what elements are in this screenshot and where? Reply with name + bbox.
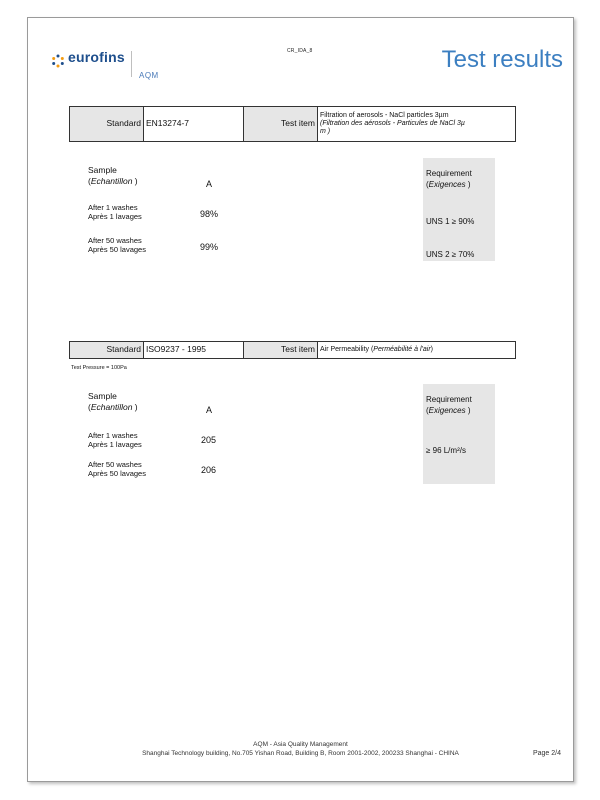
requirement-title: Requirement (Exigences ) (426, 395, 472, 415)
row-label-2a (88, 431, 142, 449)
requirement-sub: Exigences (428, 179, 466, 189)
row-value-1a: 98% (200, 209, 219, 219)
row-en: After 50 washes (88, 460, 142, 469)
row-en: After 1 washes (88, 203, 138, 212)
standard-table-1 (69, 106, 516, 142)
sample-label: Sample (88, 391, 117, 401)
requirement-label: Requirement (426, 395, 472, 404)
row-value-1b: 99% (200, 242, 219, 252)
row-label-1a (88, 203, 142, 221)
test-item-value: Air Permeability (Perméabilité à l'air) (318, 342, 516, 359)
footer-company: AQM - Asia Quality Management (253, 741, 348, 748)
test-item-label: Test item (244, 107, 318, 142)
row-label-2b (88, 460, 146, 478)
standard-value: ISO9237 - 1995 (144, 342, 244, 359)
row-en: After 1 washes (88, 431, 138, 440)
logo-wordmark: eurofins (68, 49, 125, 65)
sample-sub: Echantillon (90, 176, 133, 187)
test-item-line1: Filtration of aerosols - NaCl particles 3µm (320, 112, 449, 120)
standard-value: EN13274-7 (144, 107, 244, 142)
row-fr: Après 1 lavages (88, 212, 142, 221)
requirement-uns2: UNS 2 ≥ 70% (426, 250, 475, 259)
row-label-1b (88, 236, 146, 254)
requirement-box-2 (423, 384, 495, 484)
test-item-label: Test item (244, 342, 318, 359)
sample-sub: Echantillon (90, 402, 133, 413)
test-item-line2: (Filtration des aérosols - Particules de NaCl 3µ (320, 120, 465, 128)
sample-label: Sample (88, 165, 117, 175)
logo-subtitle: AQM (139, 71, 159, 80)
requirement-title: Requirement (Exigences ) (426, 169, 472, 189)
test-pressure-note: Test Pressure = 100Pa (71, 365, 127, 371)
requirement-box-1 (423, 158, 495, 261)
eurofins-logo-icon (51, 54, 65, 68)
logo-divider (131, 51, 132, 77)
standard-label: Standard (70, 342, 144, 359)
page-number: Page 2/4 (532, 750, 561, 757)
requirement-sub: Exigences (428, 405, 466, 415)
sample-header-1: Sample (Echantillon ) (88, 165, 138, 187)
row-value-2b: 206 (201, 465, 217, 475)
footer-address: Shanghai Technology building, No.705 Yishan Road, Building B, Room 2001-2002, 200233 Shanghai - CHINA (142, 750, 459, 758)
page-footer (28, 740, 573, 759)
requirement-label: Requirement (426, 169, 472, 178)
standard-label: Standard (70, 107, 144, 142)
test-item-line3: m ) (320, 127, 331, 135)
requirement-value: ≥ 96 L/m²/s (426, 446, 466, 455)
page-title: Test results (441, 46, 563, 73)
row-fr: Après 1 lavages (88, 440, 142, 449)
report-page (27, 17, 574, 782)
row-en: After 50 washes (88, 236, 142, 245)
row-fr: Après 50 lavages (88, 245, 146, 254)
sample-header-2: Sample (Echantillon ) (88, 391, 138, 413)
standard-table-2 (69, 341, 516, 359)
test-item-fr: Perméabilité à l'air (373, 346, 431, 354)
document-code: CR_IDA_8 (287, 48, 313, 54)
row-value-2a: 205 (201, 435, 217, 445)
test-item-value (318, 107, 516, 142)
sample-id-2: A (206, 405, 213, 415)
requirement-uns1: UNS 1 ≥ 90% (426, 217, 475, 226)
sample-id-1: A (206, 179, 213, 189)
test-item-text: Air Permeability (320, 346, 370, 354)
row-fr: Après 50 lavages (88, 469, 146, 478)
